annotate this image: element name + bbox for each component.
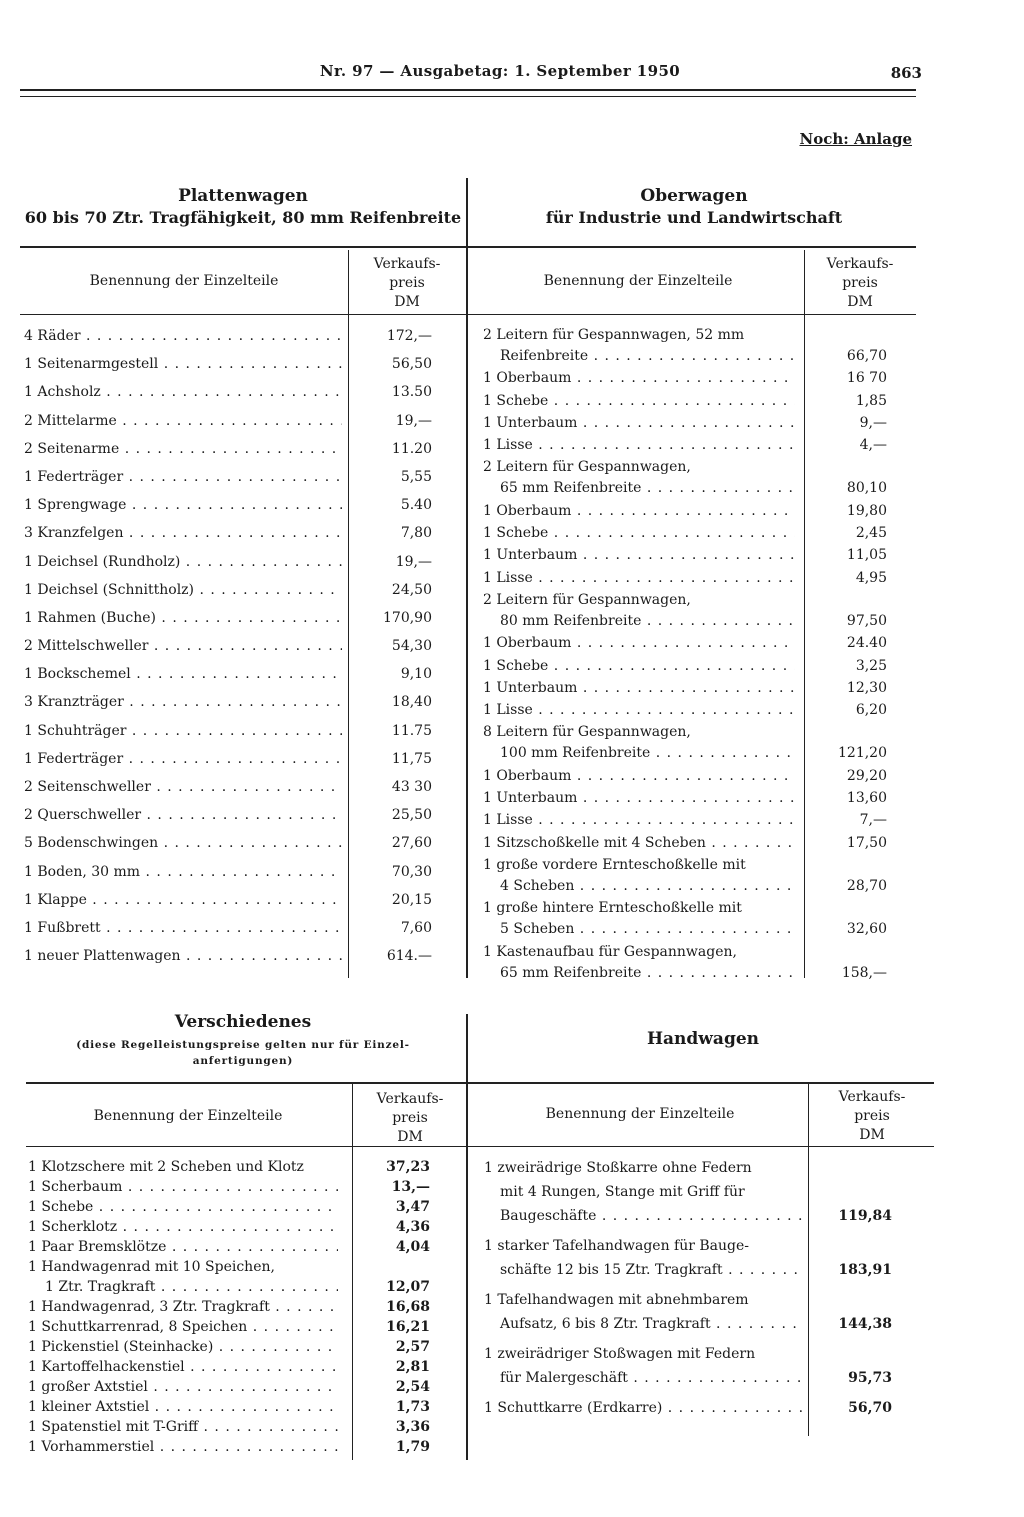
item-name-cont: 80 mm Reifenbreite . . .	[483, 611, 795, 632]
item-name: 5 Bodenschwingen . . .	[24, 832, 342, 854]
table-row	[483, 391, 887, 412]
table-row	[483, 942, 887, 984]
table-row	[24, 551, 432, 573]
table-row	[28, 1238, 430, 1258]
page-number: 863	[890, 64, 922, 82]
item-name: 1 Deichsel (Rundholz) . . .	[24, 551, 342, 573]
item-price: 24.40	[846, 635, 887, 652]
table-row	[483, 523, 887, 544]
handwagen-col-divider	[808, 1084, 809, 1436]
item-price: 25,50	[391, 807, 432, 824]
plattenwagen-col-name: Benennung der Einzelteile	[89, 273, 279, 289]
item-name: 1 Lisse . . .	[483, 568, 795, 589]
table-row	[24, 579, 432, 601]
table-row	[28, 1258, 430, 1297]
item-name: 1 Pickenstiel (Steinhacke) . . .	[28, 1338, 338, 1358]
item-name: 1 Vorhammerstiel . . .	[28, 1438, 338, 1458]
table-row	[24, 325, 432, 347]
item-name: 1 Klotzschere mit 2 Scheben und Klotz	[28, 1159, 304, 1175]
item-price: 5.40	[400, 497, 432, 514]
table-row	[483, 700, 887, 721]
item-name: 1 Oberbaum . . .	[483, 501, 795, 522]
item-price: 1,73	[395, 1398, 430, 1415]
table-row	[24, 466, 432, 488]
handwagen-table	[484, 1156, 892, 1426]
table-row	[24, 832, 432, 854]
annex-label: Noch: Anlage	[799, 130, 912, 148]
verschiedenes-header-rule	[26, 1146, 466, 1147]
verschiedenes-table	[28, 1158, 430, 1458]
item-name: 1 Achsholz . . .	[24, 381, 342, 403]
item-name: 1 Lisse . . .	[483, 810, 795, 831]
section-divider-middle	[466, 250, 468, 978]
item-name: 1 Lisse . . .	[483, 435, 795, 456]
table-row	[483, 435, 887, 456]
table-row	[483, 722, 887, 764]
item-price: 183,91	[838, 1262, 892, 1278]
table-row	[483, 325, 887, 367]
item-price: 7,80	[400, 525, 432, 542]
item-name: 1 Deichsel (Schnittholz) . . .	[24, 579, 342, 601]
table-row	[28, 1318, 430, 1338]
plattenwagen-title: Plattenwagen	[178, 186, 308, 206]
item-name: 1 Unterbaum . . .	[483, 788, 795, 809]
item-price: 3,25	[855, 657, 887, 674]
item-price: 4,—	[859, 437, 887, 454]
item-price: 3,36	[395, 1418, 430, 1435]
item-name: 1 kleiner Axtstiel . . .	[28, 1398, 338, 1418]
item-price: 2,45	[855, 525, 887, 542]
item-price: 56,70	[848, 1400, 892, 1416]
item-line: 1 zweirädriger Stoßwagen mit Federn	[484, 1346, 756, 1362]
item-price: 3,47	[395, 1199, 430, 1215]
oberwagen-header-rule	[468, 314, 916, 315]
oberwagen-col-divider	[804, 250, 805, 978]
verschiedenes-col-price: Verkaufs- preis DM	[376, 1091, 444, 1145]
table-row	[483, 678, 887, 699]
item-name: 1 Schuttkarrenrad, 8 Speichen . . .	[28, 1318, 338, 1338]
item-name: 1 Klappe . . .	[24, 889, 342, 911]
item-price: 13,60	[846, 790, 887, 807]
item-price: 11.75	[391, 722, 432, 739]
item-name: 1 Handwagenrad, 3 Ztr. Tragkraft . . .	[28, 1298, 338, 1318]
item-price: 66,70	[846, 348, 887, 364]
item-price: 144,38	[838, 1316, 892, 1332]
item-name: 8 Leitern für Gespannwagen,	[483, 724, 691, 741]
item-price: 158,—	[841, 964, 887, 981]
item-line: mit 4 Rungen, Stange mit Griff für	[500, 1184, 745, 1200]
item-price: 16,68	[386, 1298, 430, 1315]
table-row	[28, 1358, 430, 1378]
header-rule	[20, 89, 916, 91]
oberwagen-subtitle: für Industrie und Landwirtschaft	[545, 208, 843, 227]
table-row	[28, 1398, 430, 1418]
table-row	[24, 635, 432, 657]
item-price: 16 70	[846, 370, 887, 387]
item-name: 1 Scherklotz . . .	[28, 1218, 338, 1238]
table-row	[24, 804, 432, 826]
item-price: 170,90	[383, 609, 432, 626]
item-name: 2 Mittelschweller . . .	[24, 635, 342, 657]
verschiedenes-title-rule	[26, 1082, 466, 1084]
item-price: 9,10	[400, 666, 432, 683]
item-price: 18,40	[391, 694, 432, 711]
item-price: 11,05	[846, 547, 887, 564]
item-name: 1 Scherbaum . . .	[28, 1178, 338, 1198]
item-name: 1 neuer Plattenwagen . . .	[24, 945, 342, 967]
item-name: 2 Seitenschweller . . .	[24, 776, 342, 798]
table-row	[483, 568, 887, 589]
item-name: 1 Schuhträger . . .	[24, 720, 342, 742]
section-divider-top	[466, 178, 468, 250]
table-row	[483, 898, 887, 940]
item-name: 1 Spatenstiel mit T-Griff . . .	[28, 1418, 338, 1438]
item-price: 7,60	[400, 919, 432, 936]
item-price: 37,23	[386, 1159, 430, 1175]
item-price: 614.—	[386, 948, 432, 965]
item-price: 4,95	[855, 569, 887, 586]
item-line: 1 starker Tafelhandwagen für Bauge-	[484, 1238, 750, 1254]
handwagen-title: Handwagen	[646, 1029, 760, 1049]
oberwagen-col-price: Verkaufs- preis DM	[826, 256, 894, 310]
item-name: 1 Seitenarmgestell . . .	[24, 353, 342, 375]
item-name: 1 Sprengwage . . .	[24, 494, 342, 516]
plattenwagen-col-divider	[348, 250, 349, 978]
header-rule-thin	[20, 96, 916, 97]
table-row	[483, 766, 887, 787]
item-price: 1,79	[395, 1438, 430, 1455]
item-price: 1,85	[855, 392, 887, 409]
item-price: 12,07	[386, 1278, 430, 1295]
table-row	[483, 545, 887, 566]
item-name: 1 Unterbaum . . .	[483, 413, 795, 434]
item-name: 1 Rahmen (Buche) . . .	[24, 607, 342, 629]
item-name: 1 Boden, 30 mm . . .	[24, 861, 342, 883]
item-name: 2 Leitern für Gespannwagen,	[483, 459, 691, 476]
table-row	[483, 656, 887, 677]
item-name-cont: 1 Ztr. Tragkraft . . .	[28, 1278, 338, 1298]
table-row	[483, 413, 887, 434]
table-row	[28, 1158, 430, 1178]
table-row	[483, 833, 887, 854]
item-name: 1 Bockschemel . . .	[24, 663, 342, 685]
table-row	[484, 1342, 892, 1390]
table-row	[24, 522, 432, 544]
item-price: 27,60	[391, 835, 432, 852]
oberwagen-title-rule	[468, 246, 916, 248]
item-name-cont: 65 mm Reifenbreite . . .	[483, 478, 795, 499]
item-name: 1 großer Axtstiel . . .	[28, 1378, 338, 1398]
handwagen-col-name: Benennung der Einzelteile	[545, 1106, 735, 1122]
table-row	[28, 1438, 430, 1458]
item-name: 1 Oberbaum . . .	[483, 633, 795, 654]
oberwagen-col-name: Benennung der Einzelteile	[543, 273, 733, 289]
table-row	[24, 410, 432, 432]
table-row	[24, 861, 432, 883]
item-name: 1 Unterbaum . . .	[483, 545, 795, 566]
item-name: 1 große hintere Ernteschoßkelle mit	[483, 900, 742, 917]
item-name: 1 Schebe . . .	[28, 1198, 338, 1218]
item-name: 1 Fußbrett . . .	[24, 917, 342, 939]
item-price: 119,84	[838, 1208, 892, 1224]
item-name: 1 Federträger . . .	[24, 466, 342, 488]
table-row	[24, 917, 432, 939]
item-name: 2 Leitern für Gespannwagen,	[483, 591, 691, 608]
section-divider-bottom	[466, 1084, 468, 1460]
oberwagen-title: Oberwagen	[640, 186, 748, 206]
table-row	[483, 788, 887, 809]
item-name: 1 Kartoffelhackenstiel . . .	[28, 1358, 338, 1378]
item-name: 1 Oberbaum . . .	[483, 766, 795, 787]
plattenwagen-table	[24, 325, 432, 973]
item-price: 24,50	[391, 581, 432, 598]
table-row	[28, 1218, 430, 1238]
table-row	[24, 945, 432, 967]
item-price: 19,—	[395, 553, 432, 570]
item-name: 1 Schebe . . .	[483, 523, 795, 544]
item-line: für Malergeschäft . . .	[484, 1366, 802, 1390]
item-price: 2,81	[395, 1358, 430, 1375]
table-row	[24, 494, 432, 516]
item-price: 4,36	[395, 1219, 430, 1235]
table-row	[483, 457, 887, 499]
item-name-cont: 5 Scheben . . .	[483, 919, 795, 940]
item-name: 1 Kastenaufbau für Gespannwagen,	[483, 943, 737, 960]
table-row	[24, 776, 432, 798]
item-name-cont: 65 mm Reifenbreite . . .	[483, 963, 795, 984]
plattenwagen-header-rule	[20, 314, 466, 315]
item-price: 121,20	[838, 745, 887, 762]
item-name: 2 Mittelarme . . .	[24, 410, 342, 432]
item-price: 70,30	[391, 863, 432, 880]
item-name: 1 Schebe . . .	[483, 391, 795, 412]
table-row	[484, 1396, 892, 1420]
item-price: 7,—	[859, 812, 887, 829]
item-price: 5,55	[400, 468, 432, 485]
item-price: 17,50	[846, 834, 887, 851]
item-name: 1 Handwagenrad mit 10 Speichen,	[28, 1259, 275, 1275]
table-row	[28, 1418, 430, 1438]
handwagen-header-rule	[468, 1146, 934, 1147]
issue-line: Nr. 97 — Ausgabetag: 1. September 1950	[319, 62, 681, 80]
item-price: 11.20	[391, 440, 432, 457]
table-row	[484, 1234, 892, 1282]
table-row	[483, 855, 887, 897]
oberwagen-table	[483, 325, 887, 985]
item-price: 20,15	[391, 891, 432, 908]
item-price: 12,30	[846, 679, 887, 696]
item-name: 4 Räder . . .	[24, 325, 342, 347]
table-row	[483, 810, 887, 831]
item-name: 1 Schebe . . .	[483, 656, 795, 677]
verschiedenes-col-divider	[352, 1084, 353, 1460]
table-row	[24, 691, 432, 713]
item-price: 19,80	[846, 502, 887, 519]
item-line: 1 zweirädrige Stoßkarre ohne Federn	[484, 1160, 752, 1176]
table-row	[483, 368, 887, 389]
handwagen-col-price: Verkaufs- preis DM	[838, 1089, 906, 1143]
table-row	[24, 663, 432, 685]
item-line: 1 Schuttkarre (Erdkarre) . . .	[484, 1396, 802, 1420]
item-price: 97,50	[846, 612, 887, 629]
table-row	[484, 1156, 892, 1228]
item-price: 80,10	[846, 480, 887, 497]
plattenwagen-col-price: Verkaufs- preis DM	[373, 256, 441, 310]
item-name: 2 Querschweller . . .	[24, 804, 342, 826]
item-price: 9,—	[859, 414, 887, 431]
table-row	[24, 889, 432, 911]
item-name: 3 Kranzträger . . .	[24, 691, 342, 713]
item-price: 2,57	[395, 1338, 430, 1355]
item-name: 3 Kranzfelgen . . .	[24, 522, 342, 544]
table-row	[28, 1378, 430, 1398]
item-price: 54,30	[391, 638, 432, 655]
item-name: 1 Oberbaum . . .	[483, 368, 795, 389]
item-line: Aufsatz, 6 bis 8 Ztr. Tragkraft . . .	[484, 1312, 802, 1336]
item-price: 56,50	[391, 356, 432, 373]
table-row	[484, 1288, 892, 1336]
item-name: 1 Sitzschoßkelle mit 4 Scheben . . .	[483, 833, 795, 854]
item-price: 172,—	[386, 328, 432, 344]
handwagen-title-rule	[468, 1082, 934, 1084]
item-name: 1 Paar Bremsklötze . . .	[28, 1238, 338, 1258]
plattenwagen-title-rule	[20, 246, 466, 248]
item-price: 19,—	[395, 412, 432, 429]
item-price: 11,75	[391, 750, 432, 767]
table-row	[24, 438, 432, 460]
table-row	[28, 1178, 430, 1198]
item-price: 28,70	[846, 877, 887, 894]
item-price: 13,—	[391, 1179, 430, 1195]
table-row	[483, 590, 887, 632]
item-name: 1 Unterbaum . . .	[483, 678, 795, 699]
item-name-cont: 4 Scheben . . .	[483, 876, 795, 897]
table-row	[28, 1338, 430, 1358]
item-price: 16,21	[386, 1318, 430, 1335]
item-name: 1 große vordere Ernteschoßkelle mit	[483, 856, 746, 873]
item-price: 6,20	[855, 702, 887, 719]
table-row	[28, 1198, 430, 1218]
item-price: 4,04	[395, 1239, 430, 1255]
table-row	[28, 1298, 430, 1318]
item-name: 1 Federträger . . .	[24, 748, 342, 770]
item-name-cont: 100 mm Reifenbreite . . .	[483, 743, 795, 764]
item-price: 95,73	[848, 1370, 892, 1386]
table-row	[24, 607, 432, 629]
plattenwagen-subtitle: 60 bis 70 Ztr. Tragfähigkeit, 80 mm Reifenbreite	[24, 208, 462, 227]
table-row	[24, 748, 432, 770]
verschiedenes-title: Verschiedenes	[174, 1012, 312, 1032]
table-row	[24, 353, 432, 375]
table-row	[483, 633, 887, 654]
item-price: 32,60	[846, 921, 887, 938]
item-price: 2,54	[395, 1378, 430, 1395]
item-name: 2 Seitenarme . . .	[24, 438, 342, 460]
item-price: 13.50	[391, 384, 432, 401]
verschiedenes-note: (diese Regelleistungspreise gelten nur für Einzel- anfertigungen)	[76, 1039, 410, 1067]
item-line: schäfte 12 bis 15 Ztr. Tragkraft . . .	[484, 1258, 802, 1282]
section-divider-bottom-top	[466, 1014, 468, 1084]
item-line: Baugeschäfte . . .	[484, 1204, 802, 1228]
verschiedenes-col-name: Benennung der Einzelteile	[93, 1108, 283, 1124]
table-row	[24, 381, 432, 403]
table-row	[24, 720, 432, 742]
item-line: 1 Tafelhandwagen mit abnehmbarem	[484, 1292, 749, 1308]
table-row	[483, 501, 887, 522]
item-name: 1 Lisse . . .	[483, 700, 795, 721]
item-name: 2 Leitern für Gespannwagen, 52 mm	[483, 327, 745, 343]
item-price: 29,20	[846, 767, 887, 784]
item-name-cont: Reifenbreite . . .	[483, 346, 795, 367]
item-price: 43 30	[391, 779, 432, 795]
